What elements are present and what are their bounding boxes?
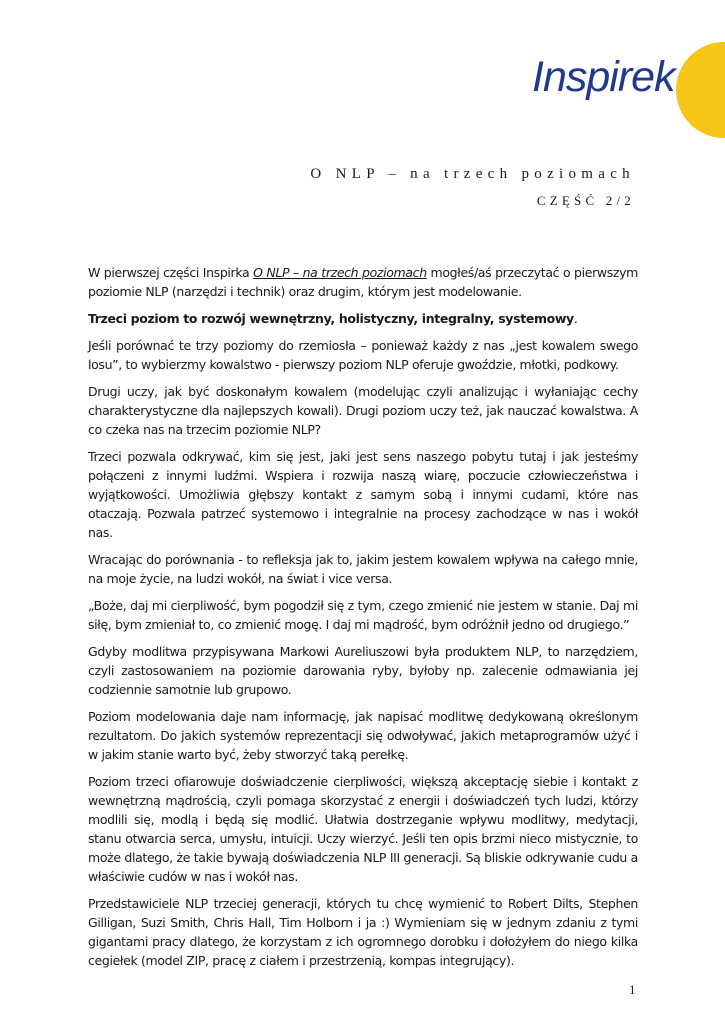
key-statement: Trzeci poziom to rozwój wewnętrzny, holistyczny, integralny, systemowy (88, 311, 574, 326)
document-subtitle: CZĘŚĆ 2/2 (536, 193, 635, 208)
page-number: 1 (629, 982, 636, 997)
article-link[interactable]: O NLP – na trzech poziomach (253, 265, 427, 280)
logo-circle (676, 42, 725, 138)
paragraph-11: Przedstawiciele NLP trzeciej generacji, których tu chcę wymienić to Robert Dilts, Stephen Gilligan, Suzi Smith, Chris Hall, Tim Holborn i ja :) Wymieniam się w jednym zdaniu z tymi gigantami pracy dlatego, że korzystam z ich ogromnego dorobku i dołożyłem do niego kilka cegiełek (model ZIP, pracę z ciałem i przestrzenią, kompas integrujący). (88, 896, 638, 968)
logo: Inspirek (532, 53, 675, 101)
paragraph-5: Trzeci pozwala odkrywać, kim się jest, jaki jest sens naszego pobytu tutaj i jak jesteśmy połączeni z innymi ludźmi. Wspiera i rozwija naszą wiarę, poczucie człowieczeństwa i wyjątkowości. Umożliwia głębszy kontakt z samym sobą i innymi cudami, które nas otaczają. Pozwala patrzeć systemowo i integralnie na procesy zachodzące w nas i wokół nas. (88, 449, 638, 540)
paragraph-3: Jeśli porównać te trzy poziomy do rzemiosła – ponieważ każdy z nas „jest kowalem swego losu”, to wybierzmy kowalstwo - pierwszy poziom NLP oferuje gwoździe, młotki, podkowy. (88, 338, 638, 372)
paragraph-1-text-end: mogłeś/aś przeczytać o pierwszym poziomie NLP (narzędzi i technik) oraz drugim, którym jest modelowanie. (88, 265, 638, 299)
paragraph-8: Gdyby modlitwa przypisywana Markowi Aureliuszowi była produktem NLP, to narzędziem, czyli zastosowaniem na poziomie darowania ryby, byłoby np. zalecenie odmawiania jej codziennie samotnie lub grupowo. (88, 644, 638, 697)
article-body (88, 263, 638, 978)
document-title: O NLP – na trzech poziomach (310, 166, 635, 182)
paragraph-9: Poziom modelowania daje nam informację, jak napisać modlitwę dedykowaną określonym rezultatom. Do jakich systemów reprezentacji się odwoływać, jakich metaprogramów użyć i w jakim stanie warto być, żeby stworzyć taką perełkę. (88, 709, 638, 762)
paragraph-6: Wracając do porównania - to refleksja jak to, jakim jestem kowalem wpływa na całego mnie, na moje życie, na ludzi wokół, na świat i vice versa. (88, 552, 638, 586)
paragraph-4: Drugi uczy, jak być doskonałym kowalem (modelując czyli analizując i wyłaniając cechy charakterystyczne dla najlepszych kowali). Drugi poziom uczy też, jak nauczać kowalstwa. A co czeka nas na trzecim poziomie NLP? (88, 384, 638, 437)
paragraph-1 (88, 263, 638, 301)
paragraph-2 (88, 309, 638, 328)
paragraph-1-text-start: W pierwszej części Inspirka (88, 265, 254, 280)
quote-paragraph: „Boże, daj mi cierpliwość, bym pogodził się z tym, czego zmienić nie jestem w stanie. Daj mi siłę, bym zmieniał to, co zmienić mogę. I daj mi mądrość, bym odróżnił jedno od drugiego.” (88, 598, 638, 632)
paragraph-2-end: . (573, 311, 578, 326)
paragraph-10: Poziom trzeci ofiarowuje doświadczenie cierpliwości, większą akceptację siebie i kontakt z wewnętrzną mądrością, czyli pomaga skorzystać z energii i doświadczeń tych ludzi, którzy modlili się, modlą i będą się modlić. Ułatwia dostrzeganie wpływu modlitwy, medytacji, stanu otwarcia serca, umysłu, intuicji. Uczy wierzyć. Jeśli ten opis brzmi nieco mistycznie, to może dlatego, że takie bywają doświadczenia NLP III generacji. Są bliskie odkrywanie cudu a właściwie cudów w nas i wokół nas. (88, 774, 638, 884)
